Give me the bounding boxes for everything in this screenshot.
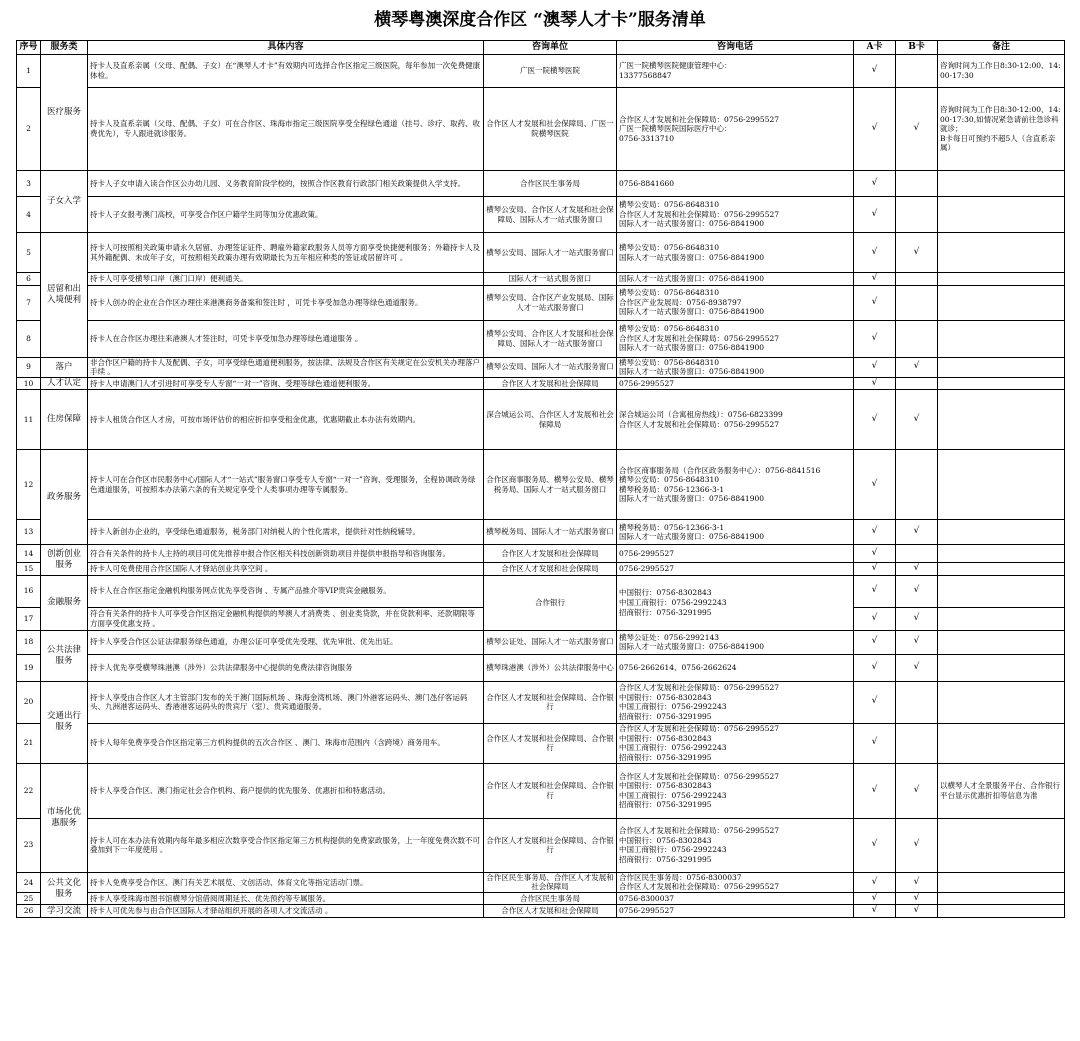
a-card-check: √ <box>854 450 896 520</box>
consult-unit: 横琴公安局、国际人才一站式服务窗口 <box>484 357 617 377</box>
row-number: 13 <box>17 520 41 545</box>
service-content: 持卡人租赁合作区人才房，可按市场评估价的相应折扣享受租金优惠，优惠期截止本办法有效期内。 <box>88 390 484 450</box>
note-cell: 以横琴人才全景服务平台、合作银行平台显示优惠折扣等信息为准 <box>938 763 1065 818</box>
b-card-check: √ <box>896 563 938 576</box>
row-number: 20 <box>17 681 41 723</box>
row-number: 25 <box>17 892 41 905</box>
table-row <box>17 681 1065 723</box>
service-category: 市场化优惠服务 <box>41 763 88 872</box>
header-category: 服务类 <box>41 41 88 55</box>
service-table <box>16 40 1065 918</box>
service-content: 持卡人可优先参与由合作区国际人才驿站组织开展的各项人才交流活动 。 <box>88 905 484 918</box>
b-card-check <box>896 55 938 88</box>
consult-phone: 0756-8300037 <box>617 892 854 905</box>
b-card-check <box>896 285 938 320</box>
service-content: 持卡人享受由合作区人才主管部门发布的关于澳门国际机场 、珠海金湾机场、澳门外港客运码头、澳门氹仔客运码头、九洲港客运码头、香港港客运码头的贵宾厅（室）、贵宾通道服务。 <box>88 681 484 723</box>
service-content: 持卡人享受珠海市图书馆横琴分馆借阅周期延长、优先预约等专属服务。 <box>88 892 484 905</box>
service-category: 交通出行服务 <box>41 681 88 763</box>
consult-phone: 国际人才一站式服务窗口：0756-8841900 <box>617 273 854 286</box>
note-cell <box>938 171 1065 197</box>
consult-phone: 横琴公安局：0756-8648310 国际人才一站式服务窗口：0756-8841900 <box>617 357 854 377</box>
consult-phone: 横琴公安局：0756-8648310 合作区人才发展和社会保障局：0756-2995527 国际人才一站式服务窗口：0756-8841900 <box>617 320 854 357</box>
row-number: 8 <box>17 320 41 357</box>
service-category: 子女入学 <box>41 171 88 233</box>
b-card-check: √ <box>896 872 938 892</box>
header-a-card: A卡 <box>854 41 896 55</box>
row-number: 10 <box>17 377 41 390</box>
consult-unit: 合作区人才发展和社会保障局、合作银行 <box>484 723 617 763</box>
a-card-check: √ <box>854 563 896 576</box>
b-card-check: √ <box>896 905 938 918</box>
service-content: 持卡人在合作区办理往来港澳人才签注时，可凭卡享受加急办理等绿色通道服务 。 <box>88 320 484 357</box>
row-number: 23 <box>17 818 41 872</box>
b-card-check <box>896 377 938 390</box>
row-number: 12 <box>17 450 41 520</box>
table-row <box>17 563 1065 576</box>
b-card-check <box>896 681 938 723</box>
row-number: 4 <box>17 197 41 233</box>
row-number: 6 <box>17 273 41 286</box>
table-row <box>17 818 1065 872</box>
header-b-card: B卡 <box>896 41 938 55</box>
row-number: 3 <box>17 171 41 197</box>
consult-phone: 横琴公安局：0756-8648310 合作区产业发展局：0756-8938797 国际人才一站式服务窗口：0756-8841900 <box>617 285 854 320</box>
service-content: 持卡人可按照相关政策申请永久居留、办理签证证件、聘雇外籍家政服务人员等方面享受快捷便利服务；外籍持卡人及其外籍配偶、未成年子女，可按照相关政策办理有效期最长为五年相应种类的签证或居留许可 。 <box>88 233 484 273</box>
consult-phone: 横琴公安局：0756-8648310 合作区人才发展和社会保障局：0756-2995527 国际人才一站式服务窗口：0756-8841900 <box>617 197 854 233</box>
consult-phone: 0756-2995527 <box>617 563 854 576</box>
table-row <box>17 723 1065 763</box>
note-cell <box>938 450 1065 520</box>
consult-unit: 合作区人才发展和社会保障局 <box>484 563 617 576</box>
table-row <box>17 197 1065 233</box>
a-card-check: √ <box>854 545 896 563</box>
table-row <box>17 905 1065 918</box>
row-number: 14 <box>17 545 41 563</box>
note-cell <box>938 357 1065 377</box>
a-card-check: √ <box>854 892 896 905</box>
b-card-check <box>896 320 938 357</box>
a-card-check: √ <box>854 285 896 320</box>
a-card-check: √ <box>854 390 896 450</box>
note-cell <box>938 723 1065 763</box>
row-number: 15 <box>17 563 41 576</box>
note-cell <box>938 390 1065 450</box>
b-card-check: √ <box>896 892 938 905</box>
table-row <box>17 390 1065 450</box>
row-number: 7 <box>17 285 41 320</box>
service-content: 持卡人及直系亲属（父母、配偶、子女）可在合作区、珠海市指定三级医院享受全程绿色通道（挂号、诊疗、取药、收费优先），专人跟进就诊服务。 <box>88 88 484 171</box>
consult-unit: 横琴公安局、合作区产业发展局、国际人才一站式服务窗口 <box>484 285 617 320</box>
table-row <box>17 377 1065 390</box>
consult-unit: 横琴公证处、国际人才一站式服务窗口 <box>484 630 617 654</box>
a-card-check: √ <box>854 872 896 892</box>
table-row <box>17 654 1065 681</box>
note-cell <box>938 545 1065 563</box>
header-phone: 咨询电话 <box>617 41 854 55</box>
b-card-check <box>896 545 938 563</box>
table-row <box>17 892 1065 905</box>
service-content: 持卡人创办的企业在合作区办理往来港澳商务备案和签注时 ，可凭卡享受加急办理等绿色通道服务。 <box>88 285 484 320</box>
consult-unit: 合作区人才发展和社会保障局 <box>484 377 617 390</box>
a-card-check: √ <box>854 575 896 607</box>
note-cell <box>938 905 1065 918</box>
note-cell <box>938 197 1065 233</box>
consult-phone: 中国银行：0756-8302843 中国工商银行：0756-2992243 招商银行：0756-3291995 <box>617 575 854 630</box>
service-category: 落户 <box>41 357 88 377</box>
consult-phone: 合作区人才发展和社会保障局：0756-2995527 中国银行：0756-8302843 中国工商银行：0756-2992243 招商银行：0756-3291995 <box>617 681 854 723</box>
service-content: 持卡人优先享受横琴珠港澳（涉外）公共法律服务中心提供的免费法律咨询服务 <box>88 654 484 681</box>
service-content: 持卡人及直系亲属（父母、配偶、子女）在“澳琴人才卡”有效期内可选择合作区指定三级医院，每年参加一次免费健康体检。 <box>88 55 484 88</box>
table-row <box>17 357 1065 377</box>
header-num: 序号 <box>17 41 41 55</box>
b-card-check: √ <box>896 654 938 681</box>
a-card-check: √ <box>854 818 896 872</box>
service-content: 符合有关条件的持卡人可享受合作区指定金融机构提供的琴澳人才消费类 、创业类贷款，并在贷款利率、还款期限等方面享受优惠支持 。 <box>88 607 484 630</box>
b-card-check: √ <box>896 233 938 273</box>
table-row <box>17 872 1065 892</box>
note-cell: 咨询时间为工作日8:30-12:00、14:00-17:30 <box>938 55 1065 88</box>
consult-unit: 横琴公安局、合作区人才发展和社会保障局、国际人才一站式服务窗口 <box>484 197 617 233</box>
row-number: 16 <box>17 575 41 607</box>
b-card-check: √ <box>896 390 938 450</box>
a-card-check: √ <box>854 520 896 545</box>
service-category: 创新创业服务 <box>41 545 88 576</box>
row-number: 9 <box>17 357 41 377</box>
note-cell <box>938 273 1065 286</box>
consult-unit: 合作区人才发展和社会保障局、合作银行 <box>484 763 617 818</box>
row-number: 11 <box>17 390 41 450</box>
header-content: 具体内容 <box>88 41 484 55</box>
service-content: 持卡人子女申请入读合作区公办幼儿园、义务教育阶段学校的，按照合作区教育行政部门相关政策提供入学支持。 <box>88 171 484 197</box>
consult-unit: 国际人才一站式服务窗口 <box>484 273 617 286</box>
a-card-check: √ <box>854 273 896 286</box>
consult-unit: 合作区人才发展和社会保障局、广医一院横琴医院 <box>484 88 617 171</box>
row-number: 2 <box>17 88 41 171</box>
b-card-check: √ <box>896 607 938 630</box>
service-category: 居留和出入境便利 <box>41 233 88 358</box>
table-row <box>17 450 1065 520</box>
consult-phone: 横琴公证处：0756-2992143 国际人才一站式服务窗口：0756-8841900 <box>617 630 854 654</box>
row-number: 18 <box>17 630 41 654</box>
page-title: 横琴粤澳深度合作区 “澳琴人才卡”服务清单 <box>374 10 706 30</box>
consult-phone: 深合城运公司（合寓租房热线）：0756-6823399 合作区人才发展和社会保障局：0756-2995527 <box>617 390 854 450</box>
note-cell <box>938 892 1065 905</box>
service-content: 持卡人新创办企业的，享受绿色通道服务，税务部门对纳税人的个性化需求，提供针对性纳税辅导。 <box>88 520 484 545</box>
header-row <box>17 41 1065 55</box>
service-content: 持卡人申请澳门人才引进时可享受专人专窗“一对一”咨询、受理等绿色通道便利服务。 <box>88 377 484 390</box>
service-content: 符合有关条件的持卡人主持的项目可优先推荐申报合作区相关科技创新资助项目并提供申报指导和咨询服务。 <box>88 545 484 563</box>
b-card-check: √ <box>896 575 938 607</box>
consult-phone: 0756-2995527 <box>617 905 854 918</box>
table-row <box>17 763 1065 818</box>
service-content: 持卡人可在合作区市民服务中心/国际人才“一站式”服务窗口享受专人专窗“一对一”咨询、受理服务，全程协调政务绿色通道服务，可按照本办法第六条的有关规定享受个人类事项办理等专属服务。 <box>88 450 484 520</box>
table-row <box>17 171 1065 197</box>
a-card-check: √ <box>854 55 896 88</box>
consult-phone: 横琴税务局：0756-12366-3-1 国际人才一站式服务窗口：0756-8841900 <box>617 520 854 545</box>
table-row <box>17 575 1065 607</box>
a-card-check: √ <box>854 630 896 654</box>
consult-phone: 合作区人才发展和社会保障局：0756-2995527 中国银行：0756-8302843 中国工商银行：0756-2992243 招商银行：0756-3291995 <box>617 763 854 818</box>
note-cell <box>938 872 1065 892</box>
a-card-check: √ <box>854 723 896 763</box>
a-card-check: √ <box>854 607 896 630</box>
service-category: 医疗服务 <box>41 55 88 171</box>
b-card-check <box>896 723 938 763</box>
consult-unit: 横琴公安局、国际人才一站式服务窗口 <box>484 233 617 273</box>
note-cell <box>938 377 1065 390</box>
service-category: 住房保障 <box>41 390 88 450</box>
a-card-check: √ <box>854 88 896 171</box>
consult-unit: 合作区人才发展和社会保障局 <box>484 905 617 918</box>
consult-unit: 广医一院横琴医院 <box>484 55 617 88</box>
b-card-check: √ <box>896 88 938 171</box>
consult-unit: 合作区商事服务局、横琴公安局、横琴税务局、国际人才一站式服务窗口 <box>484 450 617 520</box>
note-cell <box>938 233 1065 273</box>
consult-phone: 合作区人才发展和社会保障局：0756-2995527 中国银行：0756-8302843 中国工商银行：0756-2992243 招商银行：0756-3291995 <box>617 818 854 872</box>
consult-unit: 横琴公安局、合作区人才发展和社会保障局、国际人才一站式服务窗口 <box>484 320 617 357</box>
consult-phone: 0756-2995527 <box>617 377 854 390</box>
table-row <box>17 545 1065 563</box>
table-row <box>17 273 1065 286</box>
row-number: 1 <box>17 55 41 88</box>
header-unit: 咨询单位 <box>484 41 617 55</box>
a-card-check: √ <box>854 905 896 918</box>
b-card-check: √ <box>896 818 938 872</box>
note-cell <box>938 681 1065 723</box>
service-content: 持卡人可享受横琴口岸（澳门口岸）便利通关。 <box>88 273 484 286</box>
service-content: 持卡人可在本办法有效期内每年最多相应次数享受合作区指定第三方机构提供的免费家政服务，上一年度免费次数不可叠加到下一年度使用 。 <box>88 818 484 872</box>
consult-phone: 合作区人才发展和社会保障局：0756-2995527 中国银行：0756-8302843 中国工商银行：0756-2992243 招商银行：0756-3291995 <box>617 723 854 763</box>
consult-phone: 0756-2662614、0756-2662624 <box>617 654 854 681</box>
a-card-check: √ <box>854 377 896 390</box>
consult-phone: 合作区民生事务局：0756-8300037 合作区人才发展和社会保障局：0756-2995527 <box>617 872 854 892</box>
note-cell <box>938 320 1065 357</box>
consult-unit: 合作区人才发展和社会保障局、合作银行 <box>484 681 617 723</box>
consult-unit: 合作区人才发展和社会保障局 <box>484 545 617 563</box>
consult-phone: 合作区人才发展和社会保障局：0756-2995527 广医一院横琴医院国际医疗中心： 0756-3313710 <box>617 88 854 171</box>
b-card-check: √ <box>896 763 938 818</box>
consult-unit: 横琴珠港澳（涉外）公共法律服务中心 <box>484 654 617 681</box>
service-content: 持卡人子女报考澳门高校，可享受合作区户籍学生同等加分优惠政策。 <box>88 197 484 233</box>
note-cell <box>938 654 1065 681</box>
note-cell <box>938 285 1065 320</box>
consult-phone: 合作区商事服务局（合作区政务服务中心）：0756-8841516 横琴公安局：0756-8648310 横琴税务局：0756-12366-3-1 国际人才一站式服务窗口：0756-8841900 <box>617 450 854 520</box>
a-card-check: √ <box>854 681 896 723</box>
a-card-check: √ <box>854 654 896 681</box>
service-content: 持卡人每年免费享受合作区指定第三方机构提供的五次合作区 、澳门、珠海市范围内（含跨境）商务用车。 <box>88 723 484 763</box>
table-row <box>17 630 1065 654</box>
consult-unit: 横琴税务局、国际人才一站式服务窗口 <box>484 520 617 545</box>
service-content: 持卡人免费享受合作区、澳门有关艺术展览、文创活动、体育文化等指定活动门票。 <box>88 872 484 892</box>
note-cell <box>938 520 1065 545</box>
b-card-check: √ <box>896 630 938 654</box>
a-card-check: √ <box>854 357 896 377</box>
table-row <box>17 320 1065 357</box>
a-card-check: √ <box>854 197 896 233</box>
b-card-check <box>896 450 938 520</box>
table-row <box>17 233 1065 273</box>
service-content: 持卡人可免费使用合作区国际人才驿站创业共享空间 。 <box>88 563 484 576</box>
consult-phone: 广医一院横琴医院健康管理中心： 13377568847 <box>617 55 854 88</box>
service-category: 人才认定 <box>41 377 88 390</box>
service-category: 公共文化服务 <box>41 872 88 905</box>
row-number: 26 <box>17 905 41 918</box>
service-category: 学习交流 <box>41 905 88 918</box>
b-card-check <box>896 171 938 197</box>
note-cell <box>938 563 1065 576</box>
b-card-check: √ <box>896 357 938 377</box>
consult-unit: 合作区民生事务局、合作区人才发展和社会保障局 <box>484 872 617 892</box>
row-number: 19 <box>17 654 41 681</box>
service-content: 非合作区户籍的持卡人及配偶、子女，可享受绿色通道便利服务，按法律、法规及合作区有关规定在公安机关办理落户手续 。 <box>88 357 484 377</box>
table-row <box>17 285 1065 320</box>
header-note: 备注 <box>938 41 1065 55</box>
table-row <box>17 520 1065 545</box>
table-row <box>17 55 1065 88</box>
service-content: 持卡人享受合作区、澳门指定社会合作机构、商户提供的优先服务、优惠折扣和特惠活动。 <box>88 763 484 818</box>
service-content: 持卡人享受合作区公证法律服务绿色通道，办理公证可享受优先受理、优先审批、优先出证。 <box>88 630 484 654</box>
row-number: 24 <box>17 872 41 892</box>
consult-phone: 0756-2995527 <box>617 545 854 563</box>
row-number: 5 <box>17 233 41 273</box>
consult-unit: 深合城运公司、合作区人才发展和社会保障局 <box>484 390 617 450</box>
a-card-check: √ <box>854 171 896 197</box>
row-number: 22 <box>17 763 41 818</box>
consult-unit: 合作银行 <box>484 575 617 630</box>
b-card-check <box>896 273 938 286</box>
note-cell <box>938 607 1065 630</box>
note-cell <box>938 818 1065 872</box>
a-card-check: √ <box>854 233 896 273</box>
consult-unit: 合作区人才发展和社会保障局、合作银行 <box>484 818 617 872</box>
consult-phone: 0756-8841660 <box>617 171 854 197</box>
service-content: 持卡人在合作区指定金融机构服务网点优先享受咨询 、专属产品推介等VIP贵宾金融服务。 <box>88 575 484 607</box>
consult-unit: 合作区民生事务局 <box>484 171 617 197</box>
consult-phone: 横琴公安局：0756-8648310 国际人才一站式服务窗口：0756-8841900 <box>617 233 854 273</box>
a-card-check: √ <box>854 320 896 357</box>
table-row <box>17 88 1065 171</box>
note-cell: 咨询时间为工作日8:30-12:00、14:00-17:30,如情况紧急请前往急诊科就诊； B卡每日可预约不超5人（含直系亲属） <box>938 88 1065 171</box>
consult-unit: 合作区民生事务局 <box>484 892 617 905</box>
note-cell <box>938 630 1065 654</box>
note-cell <box>938 575 1065 607</box>
b-card-check: √ <box>896 520 938 545</box>
service-category: 公共法律服务 <box>41 630 88 681</box>
service-category: 金融服务 <box>41 575 88 630</box>
row-number: 17 <box>17 607 41 630</box>
a-card-check: √ <box>854 763 896 818</box>
row-number: 21 <box>17 723 41 763</box>
b-card-check <box>896 197 938 233</box>
service-category: 政务服务 <box>41 450 88 545</box>
